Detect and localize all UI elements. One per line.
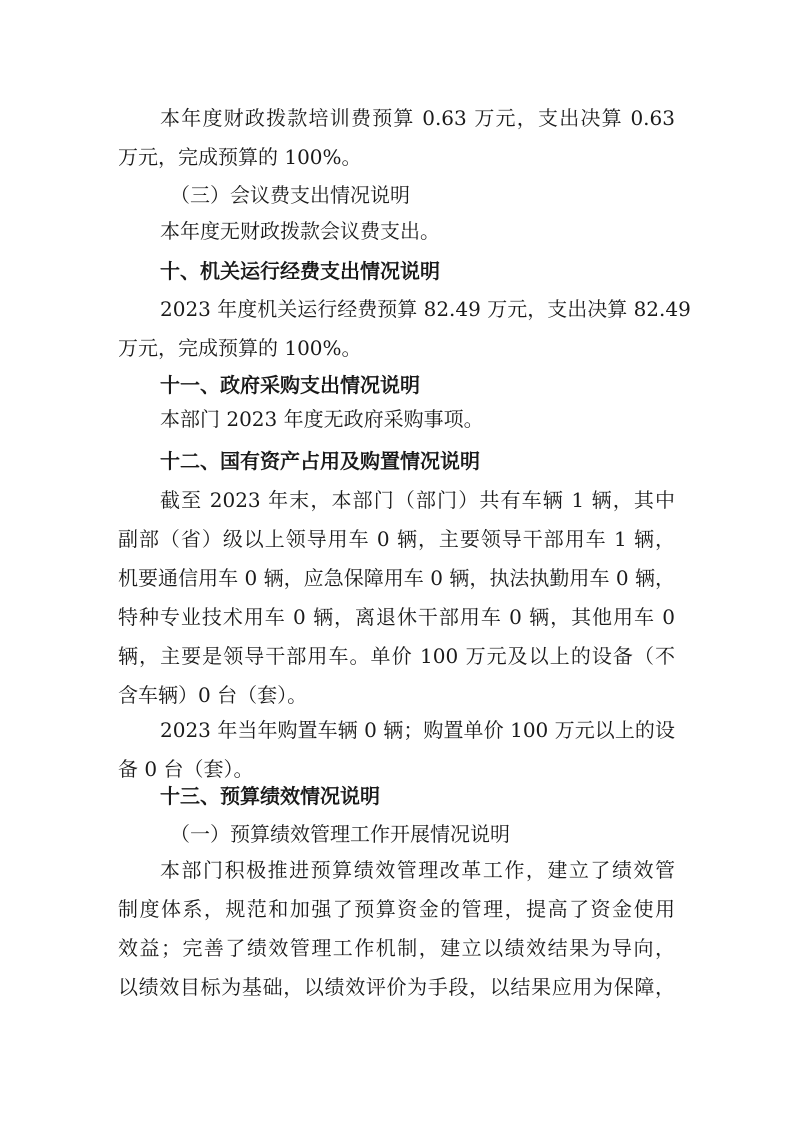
text-line: 含车辆）0 台（套）。 — [118, 683, 308, 707]
paragraph-assets — [118, 481, 675, 715]
text-line: 副部（省）级以上领导用车 0 辆，主要领导干部用车 1 辆， — [118, 527, 675, 551]
heading-section-13: 十三、预算绩效情况说明 — [160, 784, 380, 808]
text-line: 本年度财政拨款培训费预算 0.63 万元，支出决算 0.63 — [160, 106, 675, 130]
text-line: 效益；完善了绩效管理工作机制，建立以绩效结果为导向， — [118, 936, 675, 960]
paragraph-procurement — [118, 400, 675, 439]
text-line: 本部门积极推进预算绩效管理改革工作，建立了绩效管 — [160, 858, 675, 882]
paragraph-training-fee — [118, 99, 675, 177]
heading-section-12: 十二、国有资产占用及购置情况说明 — [160, 449, 480, 473]
text-line: 辆，主要是领导干部用车。单价 100 万元及以上的设备（不 — [118, 644, 675, 668]
text-line: 截至 2023 年末，本部门（部门）共有车辆 1 辆，其中 — [160, 488, 675, 512]
paragraph-operating-expense — [118, 290, 691, 368]
heading-section-11: 十一、政府采购支出情况说明 — [160, 373, 420, 397]
text-line: 2023 年度机关运行经费预算 82.49 万元，支出决算 82.49 — [160, 297, 691, 321]
text-line: 制度体系，规范和加强了预算资金的管理，提高了资金使用 — [118, 897, 675, 921]
text-line: 万元，完成预算的 100%。 — [118, 336, 362, 360]
text-line: 以绩效目标为基础，以绩效评价为手段，以结果应用为保障， — [118, 975, 675, 999]
paragraph-meeting-fee — [118, 212, 675, 251]
paragraph-performance — [118, 851, 675, 1007]
text-line: 本部门 2023 年度无政府采购事项。 — [160, 407, 484, 431]
text-line: 机要通信用车 0 辆，应急保障用车 0 辆，执法执勤用车 0 辆， — [118, 566, 675, 590]
text-line: 万元，完成预算的 100%。 — [118, 145, 362, 169]
subheading-performance-management: （一）预算绩效管理工作开展情况说明 — [170, 822, 510, 846]
text-line: 本年度无财政拨款会议费支出。 — [160, 219, 440, 243]
text-line: 特种专业技术用车 0 辆，离退休干部用车 0 辆，其他用车 0 — [118, 605, 675, 629]
text-line: 2023 年当年购置车辆 0 辆；购置单价 100 万元以上的设 — [160, 718, 675, 742]
text-line: 备 0 台（套）。 — [118, 757, 254, 781]
heading-section-10: 十、机关运行经费支出情况说明 — [160, 259, 440, 283]
subheading-meeting-fee: （三）会议费支出情况说明 — [170, 183, 410, 207]
